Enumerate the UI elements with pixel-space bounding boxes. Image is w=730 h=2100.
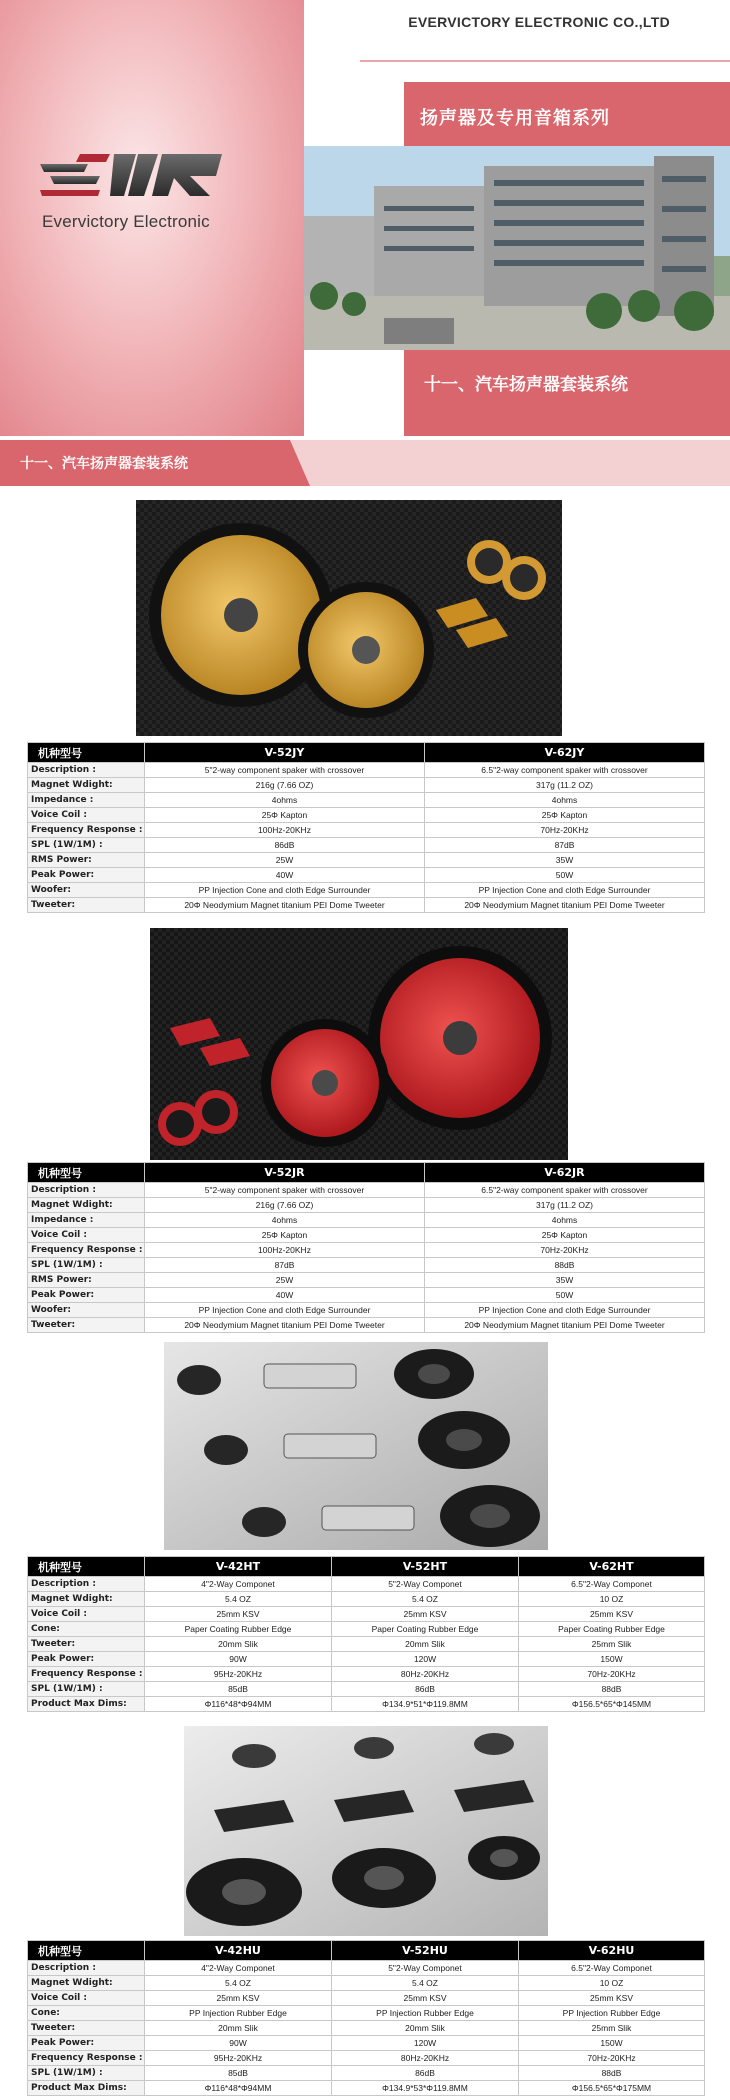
product-photo-jr: [150, 928, 568, 1160]
spec-label: Description :: [28, 763, 145, 778]
table-row: [28, 1318, 705, 1333]
model-column-header: 机种型号: [28, 743, 145, 763]
spec-value: 216g (7.66 OZ): [145, 1198, 425, 1213]
table-row: [28, 868, 705, 883]
spec-value: 86dB: [332, 1682, 519, 1697]
spec-value: 88dB: [519, 1682, 705, 1697]
spec-label: Description :: [28, 1577, 145, 1592]
spec-value: 25mm Slik: [519, 1637, 705, 1652]
spec-label: Frequency Response :: [28, 1667, 145, 1682]
spec-value: 25Φ Kapton: [145, 1228, 425, 1243]
spec-value: 20Φ Neodymium Magnet titanium PEI Dome Tweeter: [425, 898, 705, 913]
spec-label: Voice Coil :: [28, 1991, 145, 2006]
spec-value: 20Φ Neodymium Magnet titanium PEI Dome Tweeter: [145, 1318, 425, 1333]
spec-value: Φ134.9*53*Φ119.8MM: [332, 2081, 519, 2096]
spec-value: 90W: [145, 2036, 332, 2051]
spec-value: 25mm KSV: [519, 1607, 705, 1622]
table-row: [28, 2066, 705, 2081]
spec-value: 4ohms: [145, 1213, 425, 1228]
spec-value: 25Φ Kapton: [145, 808, 425, 823]
model-name: V-42HU: [145, 1941, 332, 1961]
spec-label: Product Max Dims:: [28, 2081, 145, 2096]
spec-value: 4ohms: [425, 793, 705, 808]
table-row: [28, 808, 705, 823]
spec-value: 20Φ Neodymium Magnet titanium PEI Dome Tweeter: [425, 1318, 705, 1333]
spec-value: 5.4 OZ: [145, 1592, 332, 1607]
spec-label: Frequency Response :: [28, 2051, 145, 2066]
table-row: [28, 2006, 705, 2021]
spec-label: Product Max Dims:: [28, 1697, 145, 1712]
spec-value: 4"2-Way Componet: [145, 1577, 332, 1592]
spec-value: 25Φ Kapton: [425, 808, 705, 823]
series-title: 扬声器及专用音箱系列: [420, 108, 610, 129]
spec-label: Tweeter:: [28, 1637, 145, 1652]
spec-value: Φ156.5*65*Φ175MM: [519, 2081, 705, 2096]
spec-value: 4ohms: [425, 1213, 705, 1228]
spec-value: 120W: [332, 2036, 519, 2051]
spec-value: 6.5"2-way component spaker with crossover: [425, 1183, 705, 1198]
spec-value: PP Injection Rubber Edge: [145, 2006, 332, 2021]
spec-value: 317g (11.2 OZ): [425, 1198, 705, 1213]
table-row: [28, 1607, 705, 1622]
table-row: [28, 1258, 705, 1273]
spec-value: Φ116*48*Φ94MM: [145, 2081, 332, 2096]
spec-value: 25mm Slik: [519, 2021, 705, 2036]
spec-value: 25W: [145, 853, 425, 868]
spec-value: 80Hz-20KHz: [332, 2051, 519, 2066]
table-row: [28, 1577, 705, 1592]
spec-label: Tweeter:: [28, 2021, 145, 2036]
spec-table-jy: [27, 742, 705, 913]
spec-table-hu: [27, 1940, 705, 2096]
spec-value: 150W: [519, 2036, 705, 2051]
spec-label: Voice Coil :: [28, 1607, 145, 1622]
table-row: [28, 778, 705, 793]
spec-value: 5"2-Way Componet: [332, 1961, 519, 1976]
table-row: [28, 1288, 705, 1303]
spec-value: 10 OZ: [519, 1592, 705, 1607]
spec-value: 35W: [425, 853, 705, 868]
spec-label: Voice Coil :: [28, 808, 145, 823]
spec-value: Φ134.9*51*Φ119.8MM: [332, 1697, 519, 1712]
spec-value: 70Hz-20KHz: [425, 823, 705, 838]
spec-label: Magnet Wdight:: [28, 778, 145, 793]
spec-value: 86dB: [145, 838, 425, 853]
table-row: [28, 823, 705, 838]
table-row: [28, 1213, 705, 1228]
table-header-row: [28, 743, 705, 763]
spec-value: 317g (11.2 OZ): [425, 778, 705, 793]
spec-value: 20Φ Neodymium Magnet titanium PEI Dome Tweeter: [145, 898, 425, 913]
model-column-header: 机种型号: [28, 1557, 145, 1577]
table-header-row: [28, 1163, 705, 1183]
spec-value: 80Hz-20KHz: [332, 1667, 519, 1682]
spec-value: 5"2-way component spaker with crossover: [145, 1183, 425, 1198]
spec-label: Frequency Response :: [28, 1243, 145, 1258]
spec-value: 87dB: [425, 838, 705, 853]
spec-value: 20mm Slik: [145, 1637, 332, 1652]
spec-value: 35W: [425, 1273, 705, 1288]
spec-label: Magnet Wdight:: [28, 1198, 145, 1213]
section-title: 十一、汽车扬声器套装系统: [424, 375, 628, 395]
table-row: [28, 2036, 705, 2051]
model-name: V-42HT: [145, 1557, 332, 1577]
evr-logo-icon: [40, 150, 230, 200]
spec-value: 100Hz-20KHz: [145, 823, 425, 838]
product-photo-jy: [136, 500, 562, 736]
spec-label: SPL (1W/1M) :: [28, 1682, 145, 1697]
spec-value: PP Injection Rubber Edge: [332, 2006, 519, 2021]
spec-value: 85dB: [145, 1682, 332, 1697]
spec-value: 88dB: [425, 1258, 705, 1273]
table-row: [28, 1637, 705, 1652]
table-row: [28, 1303, 705, 1318]
spec-value: 95Hz-20KHz: [145, 1667, 332, 1682]
table-row: [28, 1183, 705, 1198]
logo-text: Evervictory Electronic: [42, 212, 210, 231]
table-row: [28, 838, 705, 853]
company-name: EVERVICTORY ELECTRONIC CO.,LTD: [408, 14, 670, 30]
spec-value: Φ156.5*65*Φ145MM: [519, 1697, 705, 1712]
spec-value: 6.5"2-Way Componet: [519, 1577, 705, 1592]
spec-value: PP Injection Rubber Edge: [519, 2006, 705, 2021]
table-row: [28, 1667, 705, 1682]
spec-value: 85dB: [145, 2066, 332, 2081]
table-row: [28, 1976, 705, 1991]
spec-label: Cone:: [28, 2006, 145, 2021]
spec-label: Woofer:: [28, 1303, 145, 1318]
table-row: [28, 1228, 705, 1243]
model-name: V-62HU: [519, 1941, 705, 1961]
spec-label: SPL (1W/1M) :: [28, 2066, 145, 2081]
spec-value: 4ohms: [145, 793, 425, 808]
spec-value: 25Φ Kapton: [425, 1228, 705, 1243]
spec-value: 88dB: [519, 2066, 705, 2081]
spec-value: 87dB: [145, 1258, 425, 1273]
table-row: [28, 853, 705, 868]
spec-value: 10 OZ: [519, 1976, 705, 1991]
table-row: [28, 2081, 705, 2096]
spec-value: Φ116*48*Φ94MM: [145, 1697, 332, 1712]
spec-value: 5.4 OZ: [332, 1976, 519, 1991]
spec-value: 95Hz-20KHz: [145, 2051, 332, 2066]
spec-value: PP Injection Cone and cloth Edge Surrounder: [145, 883, 425, 898]
spec-label: Description :: [28, 1961, 145, 1976]
spec-label: Frequency Response :: [28, 823, 145, 838]
spec-value: 6.5"2-way component spaker with crossover: [425, 763, 705, 778]
spec-value: 100Hz-20KHz: [145, 1243, 425, 1258]
spec-value: 25mm KSV: [519, 1991, 705, 2006]
table-row: [28, 1622, 705, 1637]
spec-value: 5"2-way component spaker with crossover: [145, 763, 425, 778]
spec-label: Peak Power:: [28, 2036, 145, 2051]
spec-value: 70Hz-20KHz: [519, 1667, 705, 1682]
model-name: V-52JY: [145, 743, 425, 763]
table-row: [28, 1991, 705, 2006]
model-column-header: 机种型号: [28, 1163, 145, 1183]
spec-value: Paper Coating Rubber Edge: [519, 1622, 705, 1637]
spec-value: 90W: [145, 1652, 332, 1667]
spec-label: RMS Power:: [28, 1273, 145, 1288]
spec-value: 25W: [145, 1273, 425, 1288]
divider: [360, 60, 730, 62]
model-name: V-62JR: [425, 1163, 705, 1183]
spec-value: PP Injection Cone and cloth Edge Surrounder: [425, 1303, 705, 1318]
spec-value: 4"2-Way Componet: [145, 1961, 332, 1976]
spec-label: Magnet Wdight:: [28, 1592, 145, 1607]
table-header-row: [28, 1557, 705, 1577]
spec-value: 6.5"2-Way Componet: [519, 1961, 705, 1976]
spec-label: SPL (1W/1M) :: [28, 838, 145, 853]
table-row: [28, 1697, 705, 1712]
model-name: V-52HU: [332, 1941, 519, 1961]
table-row: [28, 898, 705, 913]
spec-value: 25mm KSV: [145, 1991, 332, 2006]
spec-label: Magnet Wdight:: [28, 1976, 145, 1991]
spec-label: Peak Power:: [28, 1288, 145, 1303]
spec-label: Cone:: [28, 1622, 145, 1637]
spec-value: 25mm KSV: [332, 1991, 519, 2006]
spec-value: 25mm KSV: [145, 1607, 332, 1622]
model-name: V-52HT: [332, 1557, 519, 1577]
spec-table-jr: [27, 1162, 705, 1333]
spec-value: 40W: [145, 868, 425, 883]
spec-value: 216g (7.66 OZ): [145, 778, 425, 793]
table-row: [28, 883, 705, 898]
spec-label: Voice Coil :: [28, 1228, 145, 1243]
spec-label: SPL (1W/1M) :: [28, 1258, 145, 1273]
spec-value: 70Hz-20KHz: [425, 1243, 705, 1258]
spec-value: 25mm KSV: [332, 1607, 519, 1622]
table-header-row: [28, 1941, 705, 1961]
table-row: [28, 1592, 705, 1607]
model-column-header: 机种型号: [28, 1941, 145, 1961]
spec-value: 5.4 OZ: [145, 1976, 332, 1991]
table-row: [28, 2021, 705, 2036]
spec-label: Woofer:: [28, 883, 145, 898]
spec-value: Paper Coating Rubber Edge: [145, 1622, 332, 1637]
spec-value: PP Injection Cone and cloth Edge Surrounder: [145, 1303, 425, 1318]
spec-value: 70Hz-20KHz: [519, 2051, 705, 2066]
spec-value: PP Injection Cone and cloth Edge Surrounder: [425, 883, 705, 898]
spec-value: 50W: [425, 868, 705, 883]
spec-value: 50W: [425, 1288, 705, 1303]
spec-label: Impedance :: [28, 1213, 145, 1228]
spec-value: 150W: [519, 1652, 705, 1667]
table-row: [28, 2051, 705, 2066]
model-name: V-62JY: [425, 743, 705, 763]
spec-label: Tweeter:: [28, 898, 145, 913]
spec-value: 20mm Slik: [145, 2021, 332, 2036]
product-photo-ht: [164, 1342, 548, 1550]
table-row: [28, 1682, 705, 1697]
factory-photo: [304, 146, 730, 350]
spec-table-ht: [27, 1556, 705, 1712]
model-name: V-62HT: [519, 1557, 705, 1577]
model-name: V-52JR: [145, 1163, 425, 1183]
spec-value: Paper Coating Rubber Edge: [332, 1622, 519, 1637]
product-photo-hu: [184, 1726, 548, 1936]
page-header: [0, 0, 730, 490]
spec-value: 86dB: [332, 2066, 519, 2081]
spec-value: 20mm Slik: [332, 1637, 519, 1652]
table-row: [28, 1961, 705, 1976]
spec-label: RMS Power:: [28, 853, 145, 868]
spec-label: Description :: [28, 1183, 145, 1198]
spec-value: 120W: [332, 1652, 519, 1667]
spec-label: Peak Power:: [28, 868, 145, 883]
spec-value: 5.4 OZ: [332, 1592, 519, 1607]
table-row: [28, 1273, 705, 1288]
spec-value: 20mm Slik: [332, 2021, 519, 2036]
table-row: [28, 763, 705, 778]
section-band-title: 十一、汽车扬声器套装系统: [20, 456, 188, 472]
table-row: [28, 1198, 705, 1213]
spec-label: Tweeter:: [28, 1318, 145, 1333]
table-row: [28, 1243, 705, 1258]
table-row: [28, 793, 705, 808]
spec-label: Impedance :: [28, 793, 145, 808]
spec-label: Peak Power:: [28, 1652, 145, 1667]
spec-value: 5"2-Way Componet: [332, 1577, 519, 1592]
table-row: [28, 1652, 705, 1667]
spec-value: 40W: [145, 1288, 425, 1303]
